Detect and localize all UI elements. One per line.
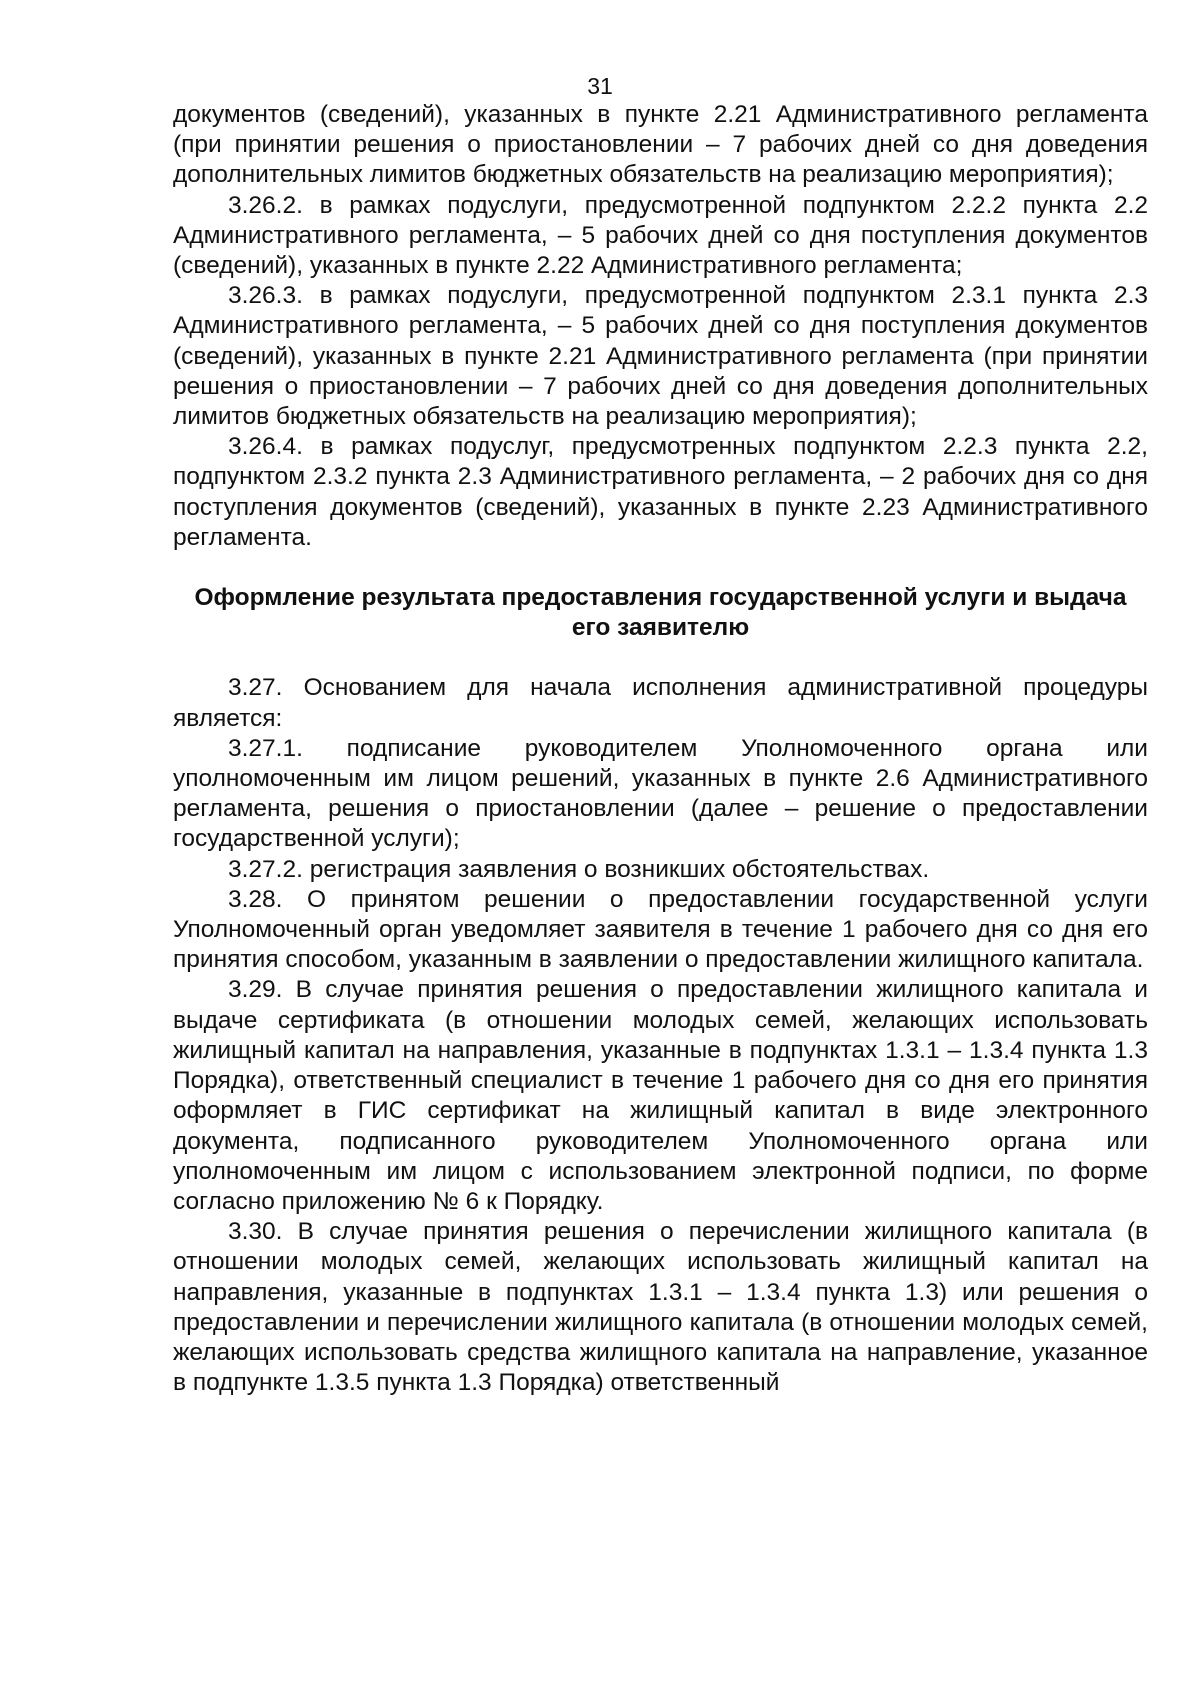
document-body: [173, 100, 1148, 1398]
paragraph-3-26-4: 3.26.4. в рамках подуслуг, предусмотренных подпунктом 2.2.3 пункта 2.2, подпунктом 2.3.2 пункта 2.3 Административного регламента, – 2 рабочих дня со дня поступления документов (сведений), указанных в пункте 2.23 Административного регламента.: [173, 433, 1148, 551]
paragraph-3-26-2: 3.26.2. в рамках подуслуги, предусмотренной подпунктом 2.2.2 пункта 2.2 Административного регламента, – 5 рабочих дней со дня поступления документов (сведений), указанных в пункте 2.22 Административного регламента;: [173, 191, 1148, 280]
paragraph-3-27: 3.27. Основанием для начала исполнения административной процедуры является:: [173, 674, 1148, 732]
paragraph-continuation: документов (сведений), указанных в пункте 2.21 Административного регламента (при принятии решения о приостановлении – 7 рабочих дней со дня доведения дополнительных лимитов бюджетных обязательств на реализацию мероприятия);: [173, 101, 1148, 189]
page-number: 31: [587, 73, 613, 99]
spacer: [173, 553, 1148, 583]
paragraph-3-26-3: 3.26.3. в рамках подуслуги, предусмотренной подпунктом 2.3.1 пункта 2.3 Административного регламента, – 5 рабочих дней со дня поступления документов (сведений), указанных в пункте 2.21 Административного регламента (при принятии решения о приостановлении – 7 рабочих дней со дня доведения дополнительных лимитов бюджетных обязательств на реализацию мероприятия);: [173, 282, 1148, 431]
spacer: [173, 643, 1148, 673]
paragraph-3-30: 3.30. В случае принятия решения о перечислении жилищного капитала (в отношении молодых семей, желающих использовать жилищный капитал на направления, указанные в подпунктах 1.3.1 – 1.3.4 пункта 1.3) или решения о предоставлении и перечислении жилищного капитала (в отношении молодых семей, желающих использовать средства жилищного капитала на направление, указанное в подпункте 1.3.5 пункта 1.3 Порядка) ответственный: [173, 1218, 1148, 1397]
paragraph-3-27-2: 3.27.2. регистрация заявления о возникших обстоятельствах.: [228, 855, 930, 883]
paragraph-3-29: 3.29. В случае принятия решения о предоставлении жилищного капитала и выдаче сертификата (в отношении молодых семей, желающих использовать жилищный капитал на направления, указанные в подпунктах 1.3.1 – 1.3.4 пункта 1.3 Порядка), ответственный специалист в течение 1 рабочего дня со дня его принятия оформляет в ГИС сертификат на жилищный капитал в виде электронного документа, подписанного руководителем Уполномоченного органа или уполномоченным им лицом с использованием электронной подписи, по форме согласно приложению № 6 к Порядку.: [173, 976, 1148, 1215]
paragraph-3-27-1: 3.27.1. подписание руководителем Уполномоченного органа или уполномоченным им лицом решений, указанных в пункте 2.6 Административного регламента, решения о приостановлении (далее – решение о предоставлении государственной услуги);: [173, 734, 1148, 853]
section-heading: Оформление результата предоставления государственной услуги и выдача его заявителю: [194, 584, 1127, 642]
paragraph-3-28: 3.28. О принятом решении о предоставлении государственной услуги Уполномоченный орган уведомляет заявителя в течение 1 рабочего дня со дня его принятия способом, указанным в заявлении о предоставлении жилищного капитала.: [173, 885, 1148, 974]
